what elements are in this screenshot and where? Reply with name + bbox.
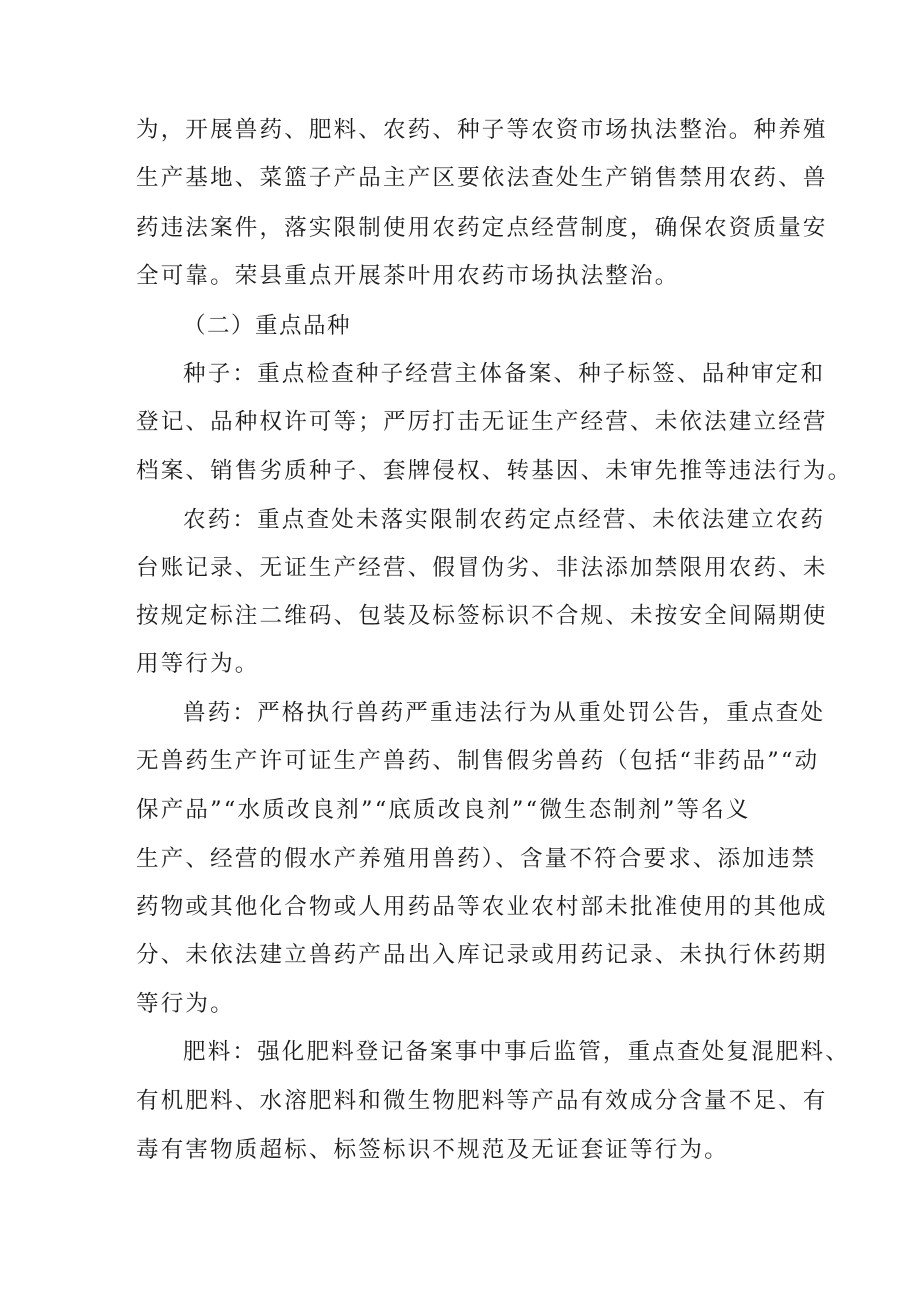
text-line: 登记、品种权许可等；严厉打击无证生产经营、未依法建立经营 xyxy=(136,409,828,435)
text-line: 无兽药生产许可证生产兽药、制售假劣兽药（包括“非药品”“动 xyxy=(136,748,820,774)
paragraph-pesticides-first-line: 农药：重点查处未落实限制农药定点经营、未依法建立农药 xyxy=(183,507,826,533)
text-line: 按规定标注二维码、包装及标签标识不合规、未按安全间隔期使 xyxy=(136,603,828,629)
text-line: 保产品”“水质改良剂”“底质改良剂”“微生态制剂”等名义 xyxy=(136,797,751,823)
text-line: 生产、经营的假水产养殖用兽药）、含量不符合要求、添加违禁 xyxy=(136,846,817,872)
text-line: 药违法案件，落实限制使用农药定点经营制度，确保农资质量安 xyxy=(136,215,828,241)
text-line: 分、未依法建立兽药产品出入库记录或用药记录、未执行休药期 xyxy=(136,942,828,968)
text-line: 药物或其他化合物或人用药品等农业农村部未批准使用的其他成 xyxy=(136,894,828,920)
paragraph-seeds-first-line: 种子：重点检查种子经营主体备案、种子标签、品种审定和 xyxy=(183,361,826,387)
text-line: 毒有害物质超标、标签标识不规范及无证套证等行为。 xyxy=(136,1137,729,1163)
text-line: 台账记录、无证生产经营、假冒伪劣、非法添加禁限用农药、未 xyxy=(136,555,828,581)
text-line: 档案、销售劣质种子、套牌侵权、转基因、未审先推等违法行为。 xyxy=(136,458,853,484)
text-line: 全可靠。荣县重点开展茶叶用农药市场执法整治。 xyxy=(136,263,680,289)
text-line: 生产基地、菜篮子产品主产区要依法查处生产销售禁用农药、兽 xyxy=(136,165,828,191)
text-line: 用等行为。 xyxy=(136,651,260,677)
text-line: 有机肥料、水溶肥料和微生物肥料等产品有效成分含量不足、有 xyxy=(136,1088,828,1114)
section-heading: （二）重点品种 xyxy=(183,313,352,339)
text-line: 为，开展兽药、肥料、农药、种子等农资市场执法整治。种养殖 xyxy=(136,117,828,143)
paragraph-fertilizers-first-line: 肥料：强化肥料登记备案事中事后监管，重点查处复混肥料、 xyxy=(183,1039,850,1065)
paragraph-vet-drugs-first-line: 兽药：严格执行兽药严重违法行为从重处罚公告，重点查处 xyxy=(183,700,826,726)
text-line: 等行为。 xyxy=(136,991,235,1017)
